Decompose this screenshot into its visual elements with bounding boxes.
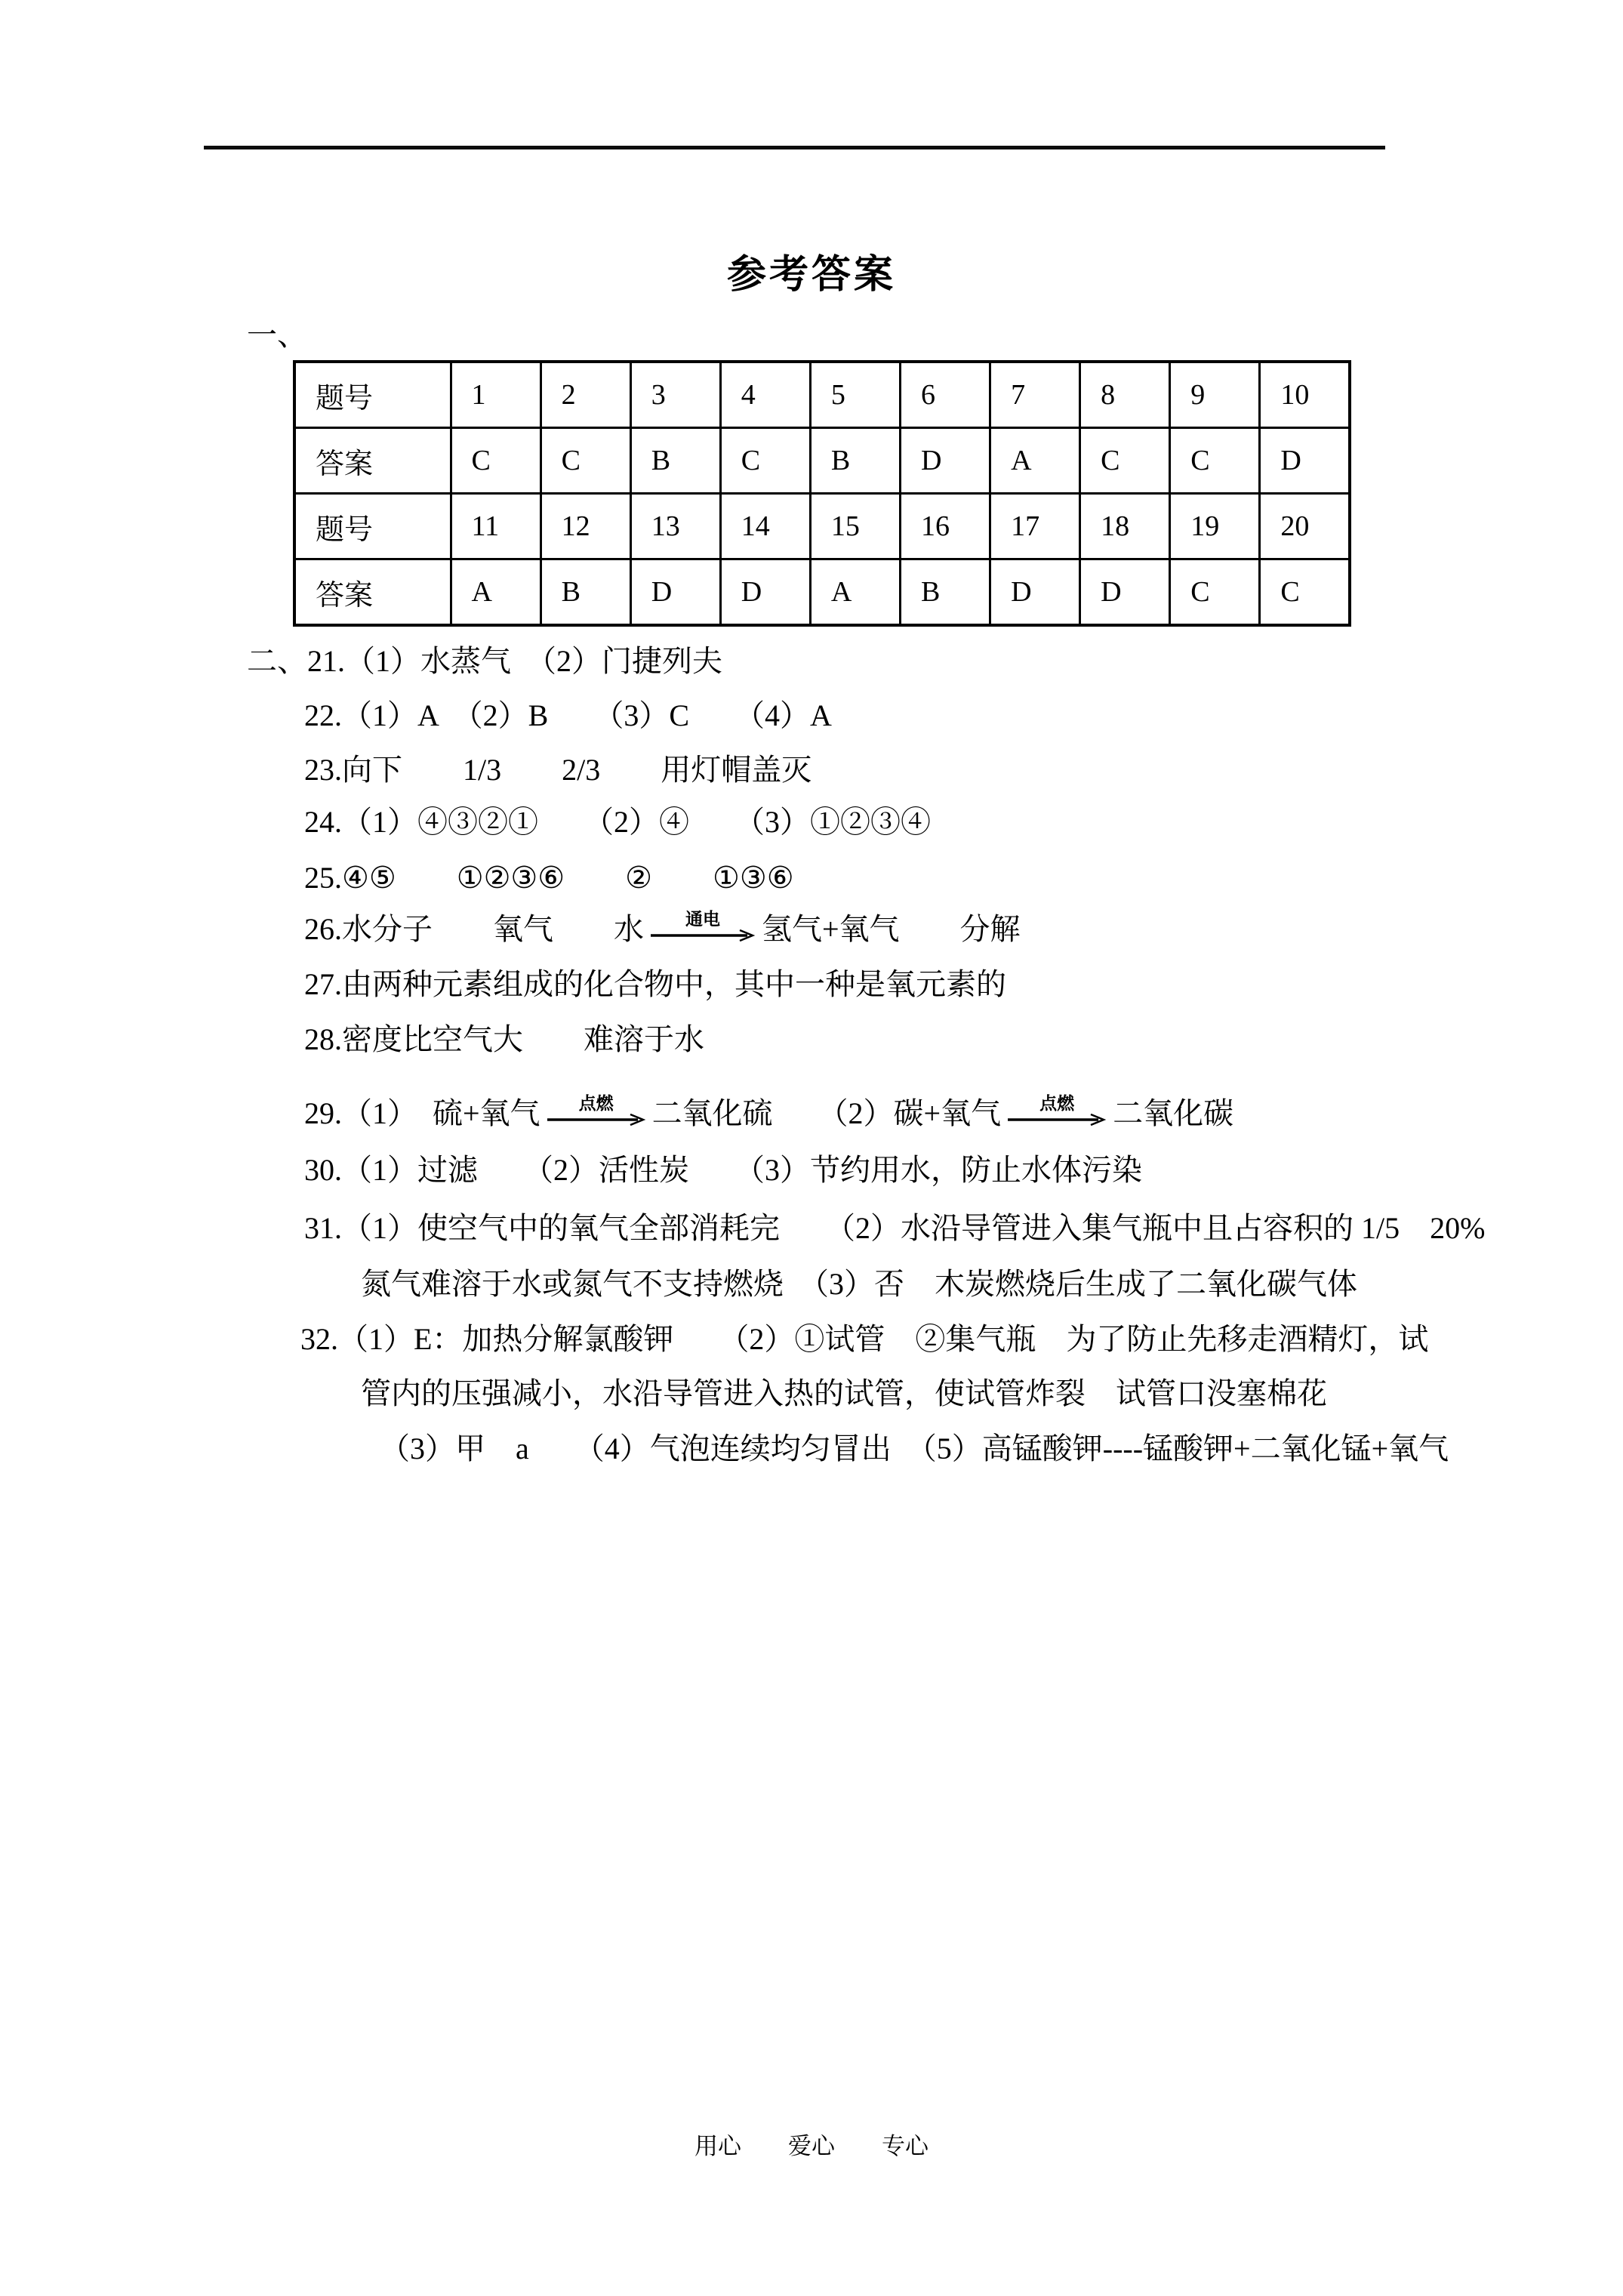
table-cell: 11	[451, 494, 540, 559]
answer-line-29	[304, 1093, 1234, 1132]
table-cell: C	[540, 428, 630, 494]
table-cell: 13	[630, 494, 720, 559]
table-cell: 7	[990, 362, 1080, 428]
table-row-label: 题号	[294, 362, 451, 428]
table-row	[294, 428, 1350, 494]
answer-line-26-post: 氢气+氧气 分解	[762, 912, 1021, 946]
answer-line-32b: 管内的压强减小，水沿导管进入热的试管，使试管炸裂 试管口没塞棉花	[361, 1376, 1327, 1410]
answer-line-31a: 31.（1）使空气中的氧气全部消耗完 （2）水沿导管进入集气瓶中且占容积的 1/5 20%	[304, 1211, 1486, 1245]
answer-line-24: 24.（1）④③②① （2）④ （3）①②③④	[304, 805, 931, 839]
section-one-label: 一、	[247, 318, 307, 352]
arrow-icon	[547, 1113, 646, 1126]
table-cell: 4	[720, 362, 810, 428]
answer-line-28: 28.密度比空气大 难溶于水	[304, 1022, 704, 1056]
table-row-label: 答案	[294, 559, 451, 626]
table-row	[294, 494, 1350, 559]
table-cell: 6	[900, 362, 990, 428]
answer-line-25: 25.④⑤ ①②③⑥ ② ①③⑥	[304, 861, 794, 895]
answer-line-27: 27.由两种元素组成的化合物中，其中一种是氧元素的	[304, 967, 1006, 1001]
table-cell: 20	[1260, 494, 1350, 559]
footer-motto: 用心 爱心 专心	[694, 2133, 929, 2159]
table-row-label: 答案	[294, 428, 451, 494]
table-cell: D	[1260, 428, 1350, 494]
answer-line-30: 30.（1）过滤 （2）活性炭 （3）节约用水，防止水体污染	[304, 1153, 1142, 1187]
answer-line-22: 22.（1）A （2）B （3）C （4）A	[304, 698, 832, 732]
table-cell: C	[1170, 559, 1260, 626]
reaction-condition-label: 点燃	[578, 1093, 614, 1114]
table-cell: B	[900, 559, 990, 626]
header-rule	[204, 146, 1385, 149]
table-cell: 19	[1170, 494, 1260, 559]
table-cell: 15	[810, 494, 900, 559]
table-row-label: 题号	[294, 494, 451, 559]
table-cell: 1	[451, 362, 540, 428]
table-cell: A	[451, 559, 540, 626]
reaction-arrow	[1007, 1095, 1107, 1126]
reaction-condition-label: 点燃	[1039, 1093, 1075, 1114]
table-cell: 3	[630, 362, 720, 428]
answer-line-29-pre: 29.（1） 硫+氧气	[304, 1096, 540, 1130]
answer-line-21: 二、21.（1）水蒸气 （2）门捷列夫	[247, 644, 722, 678]
arrow-icon	[650, 929, 756, 942]
table-row	[294, 559, 1350, 626]
table-cell: C	[1080, 428, 1170, 494]
table-cell: C	[1170, 428, 1260, 494]
table-cell: A	[990, 428, 1080, 494]
table-cell: 12	[540, 494, 630, 559]
table-row	[294, 362, 1350, 428]
answer-line-32a: 32.（1）E：加热分解氯酸钾 （2）①试管 ②集气瓶 为了防止先移走酒精灯，试	[300, 1322, 1429, 1356]
answer-line-32c: （3）甲 a （4）气泡连续均匀冒出 （5）高锰酸钾----锰酸钾+二氧化锰+氧气	[380, 1432, 1449, 1465]
table-cell: 16	[900, 494, 990, 559]
answer-line-26-pre: 26.水分子 氧气 水	[304, 912, 644, 946]
answer-line-29-post: 二氧化碳	[1113, 1096, 1234, 1130]
table-cell: 9	[1170, 362, 1260, 428]
answer-table	[293, 360, 1351, 627]
answer-line-29-mid: 二氧化硫 （2）碳+氧气	[651, 1096, 1002, 1130]
table-cell: A	[810, 559, 900, 626]
table-cell: 8	[1080, 362, 1170, 428]
table-cell: 18	[1080, 494, 1170, 559]
table-cell: D	[900, 428, 990, 494]
table-cell: D	[630, 559, 720, 626]
table-cell: 10	[1260, 362, 1350, 428]
reaction-arrow	[547, 1095, 646, 1126]
answer-table-body	[294, 362, 1350, 625]
table-cell: C	[720, 428, 810, 494]
table-cell: B	[540, 559, 630, 626]
table-cell: C	[451, 428, 540, 494]
table-cell: 14	[720, 494, 810, 559]
table-cell: 5	[810, 362, 900, 428]
arrow-icon	[1007, 1113, 1107, 1126]
table-cell: B	[630, 428, 720, 494]
table-cell: B	[810, 428, 900, 494]
answer-line-26	[304, 909, 1021, 948]
table-cell: 2	[540, 362, 630, 428]
answer-line-31b: 氮气难溶于水或氮气不支持燃烧 （3）否 木炭燃烧后生成了二氧化碳气体	[361, 1267, 1357, 1301]
answer-line-23: 23.向下 1/3 2/3 用灯帽盖灭	[304, 753, 812, 787]
table-cell: 17	[990, 494, 1080, 559]
table-cell: D	[990, 559, 1080, 626]
reaction-condition-label: 通电	[685, 909, 720, 929]
table-cell: D	[1080, 559, 1170, 626]
page-title: 参考答案	[726, 253, 896, 297]
table-cell: D	[720, 559, 810, 626]
table-cell: C	[1260, 559, 1350, 626]
reaction-arrow	[650, 911, 756, 942]
